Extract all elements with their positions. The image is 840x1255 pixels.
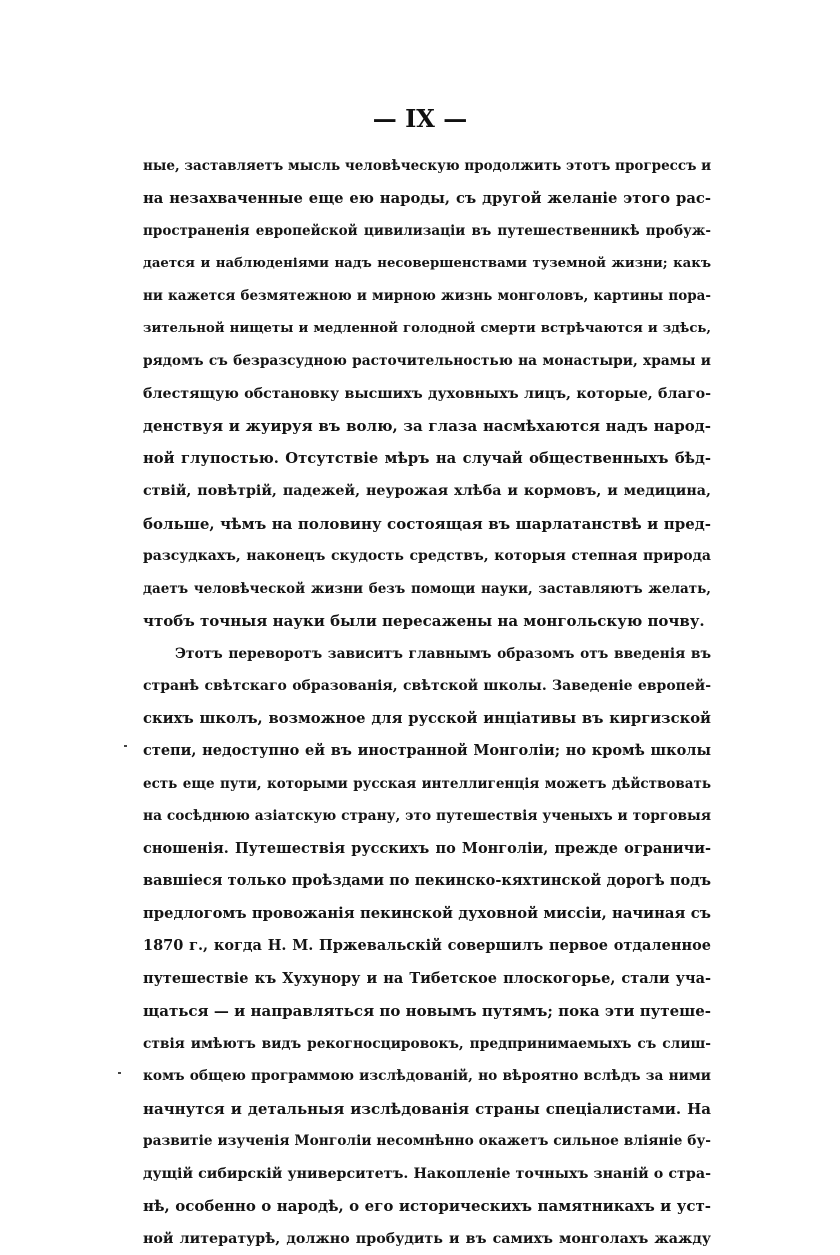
text-line: развитіе изученія Монголіи несомнѣнно окажетъ сильное вліяніе бу- xyxy=(143,1125,711,1158)
margin-speck xyxy=(118,1072,121,1074)
text-line: степи, недоступно ей въ иностранной Монголіи; но кромѣ школы xyxy=(143,735,711,768)
text-line: зительной нищеты и медленной голодной смерти встрѣчаются и здѣсь, xyxy=(143,313,711,346)
text-line: ной глупостью. Отсутствіе мѣръ на случай общественныхъ бѣд- xyxy=(143,443,711,476)
text-line: разсудкахъ, наконецъ скудость средствъ, которыя степная природа xyxy=(143,540,711,573)
text-line: Этотъ переворотъ зависитъ главнымъ образомъ отъ введенія въ xyxy=(143,638,711,671)
text-line: щаться — и направляться по новымъ путямъ; пока эти путеше- xyxy=(143,995,711,1028)
text-line: есть еще пути, которыми русская интеллигенція можетъ дѣйствовать xyxy=(143,768,711,801)
text-line: ствій, повѣтрій, падежей, неурожая хлѣба и кормовъ, и медицина, xyxy=(143,475,711,508)
text-line: ни кажется безмятежною и мирною жизнь монголовъ, картины пора- xyxy=(143,280,711,313)
text-line: ной литературѣ, должно пробудить и въ самихъ монголахъ жажду xyxy=(143,1223,711,1255)
text-line: предлогомъ провожанія пекинской духовной миссіи, начиная съ xyxy=(143,898,711,931)
text-line: даетъ человѣческой жизни безъ помощи науки, заставляютъ желать, xyxy=(143,573,711,606)
text-line: дущій сибирскій университетъ. Накопленіе точныхъ знаній о стра- xyxy=(143,1158,711,1191)
text-line: начнутся и детальныя изслѣдованія страны спеціалистами. На xyxy=(143,1093,711,1126)
body-text xyxy=(143,150,711,1255)
text-line: нѣ, особенно о народѣ, о его историческихъ памятникахъ и уст- xyxy=(143,1190,711,1223)
margin-speck xyxy=(124,745,127,747)
text-line: сношенія. Путешествія русскихъ по Монголіи, прежде ограничи- xyxy=(143,833,711,866)
paragraph-2 xyxy=(143,638,711,1255)
text-line: ные, заставляетъ мысль человѣческую продолжить этотъ прогрессъ и xyxy=(143,150,711,183)
text-line: странѣ свѣтскаго образованія, свѣтской школы. Заведеніе европей- xyxy=(143,670,711,703)
text-line: вавшіеся только проѣздами по пекинско-кяхтинской дорогѣ подъ xyxy=(143,865,711,898)
text-line: больше, чѣмъ на половину состоящая въ шарлатанствѣ и пред- xyxy=(143,508,711,541)
paragraph-1 xyxy=(143,150,711,638)
text-line: скихъ школъ, возможное для русской инціативы въ киргизской xyxy=(143,703,711,736)
text-line: дается и наблюденіями надъ несовершенствами туземной жизни; какъ xyxy=(143,248,711,281)
text-line: 1870 г., когда Н. М. Пржевальскій совершилъ первое отдаленное xyxy=(143,930,711,963)
text-line: пространенія европейской цивилизаціи въ путешественникѣ пробуж- xyxy=(143,215,711,248)
text-line: чтобъ точныя науки были пересажены на монгольскую почву. xyxy=(143,605,711,638)
text-line: ствія имѣютъ видъ рекогносцировокъ, предпринимаемыхъ съ слиш- xyxy=(143,1028,711,1061)
text-line: на незахваченные еще ею народы, съ другой желаніе этого рас- xyxy=(143,183,711,216)
text-line: путешествіе къ Хухунору и на Тибетское плоскогорье, стали уча- xyxy=(143,963,711,996)
text-line: денствуя и жуируя въ волю, за глаза насмѣхаются надъ народ- xyxy=(143,410,711,443)
text-line: комъ общею программою изслѣдованій, но вѣроятно вслѣдъ за ними xyxy=(143,1060,711,1093)
text-line: блестящую обстановку высшихъ духовныхъ лицъ, которые, благо- xyxy=(143,378,711,411)
text-line: на сосѣднюю азіатскую страну, это путешествія ученыхъ и торговыя xyxy=(143,800,711,833)
text-line: рядомъ съ безразсудною расточительностью на монастыри, храмы и xyxy=(143,345,711,378)
page-number: — IX — xyxy=(0,104,840,133)
